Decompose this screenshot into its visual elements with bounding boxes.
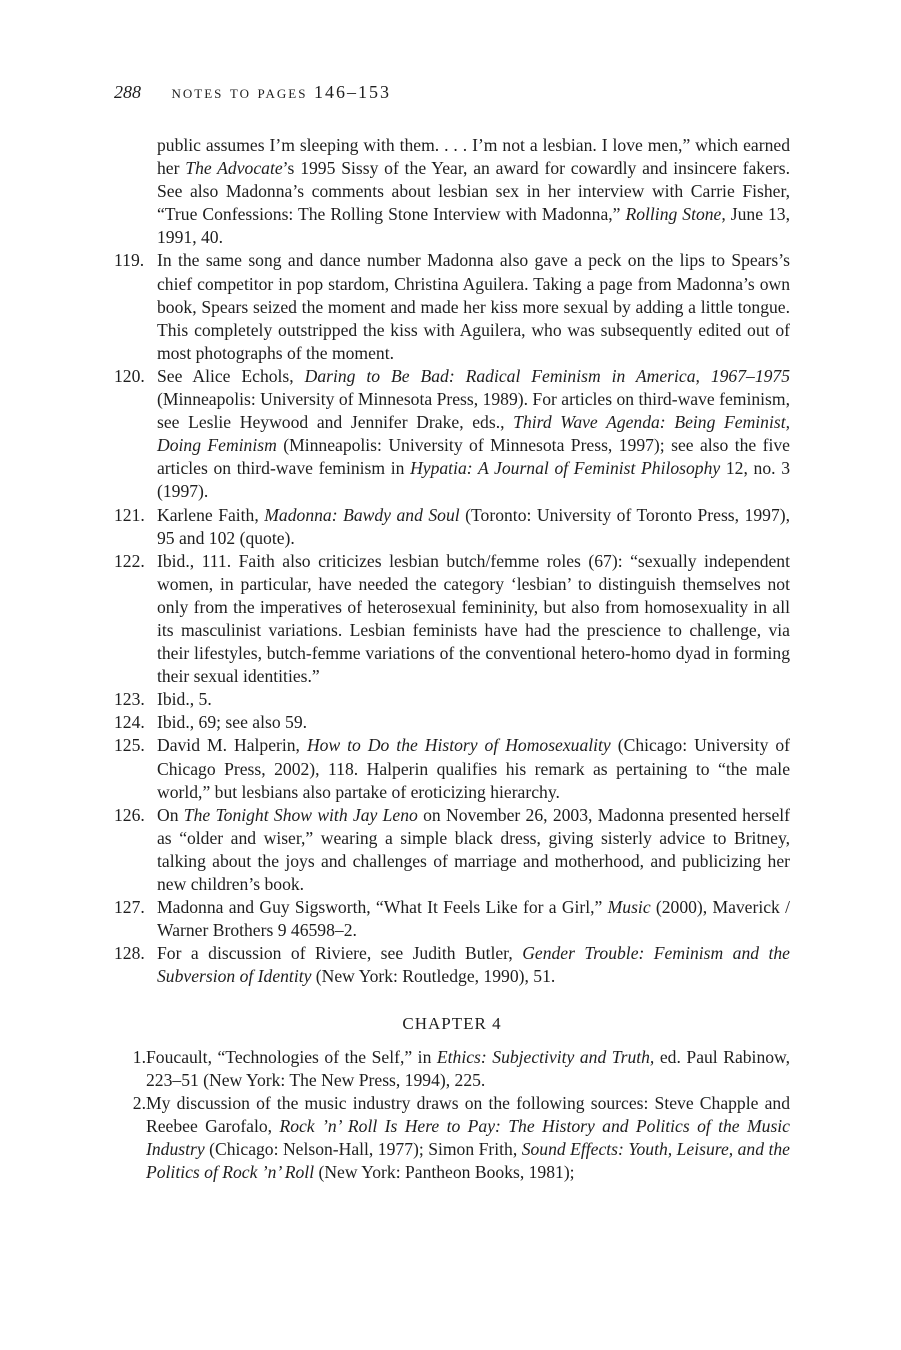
notes-list bbox=[114, 249, 790, 988]
note-text: On bbox=[157, 804, 184, 825]
note-number: 125. bbox=[114, 735, 145, 756]
note-number: 2. bbox=[132, 1092, 146, 1113]
note-item bbox=[114, 734, 790, 803]
note-number: 120. bbox=[114, 365, 145, 386]
note-text: For a discussion of Riviere, see Judith Butler, bbox=[157, 943, 523, 964]
italic-title: Madonna: Bawdy and Soul bbox=[264, 504, 460, 525]
note-text: Ibid., 5. bbox=[157, 689, 212, 710]
italic-title: Hypatia: A Journal of Feminist Philosophy bbox=[410, 458, 721, 479]
note-text: June 13, 1991, 40. bbox=[157, 204, 790, 248]
note-item bbox=[114, 688, 790, 711]
running-head-title: notes to pages 146–153 bbox=[171, 82, 391, 102]
note-body bbox=[157, 504, 790, 550]
note-text: (2000), Maverick / Warner Brothers 9 46598–2. bbox=[157, 897, 790, 941]
note-text: (Minneapolis: University of Minnesota Press, 1989). For articles on third-wave feminism, see Leslie Heywood and Jennifer Drake, eds., bbox=[157, 389, 790, 433]
note-text: (Toronto: University of Toronto Press, 1997), 95 and 102 (quote). bbox=[157, 504, 790, 548]
chapter-notes-list bbox=[114, 1046, 790, 1185]
note-number: 123. bbox=[114, 689, 145, 710]
note-body bbox=[157, 550, 790, 689]
note-body bbox=[157, 688, 790, 711]
notes-body bbox=[114, 134, 790, 1184]
note-item bbox=[114, 365, 790, 504]
italic-title: Daring to Be Bad: Radical Feminism in America, 1967–1975 bbox=[304, 365, 791, 386]
note-text: David M. Halperin, bbox=[157, 735, 307, 756]
note-text: Madonna and Guy Sigsworth, “What It Feels Like for a Girl,” bbox=[157, 897, 608, 918]
note-text: In the same song and dance number Madonna also gave a peck on the lips to Spears’s chief competitor in pop stardom, Christina Aguilera. Taking a page from Madonna’s own book, Spears seized the moment and made her kiss more sexual by adding a little tongue. This completely outstripped the kiss with Aguilera, who was subsequently edited out of most photographs of the moment. bbox=[157, 250, 790, 363]
note-item bbox=[114, 550, 790, 689]
note-item bbox=[114, 711, 790, 734]
italic-title: Third Wave Agenda: Being Feminist, Doing Feminism bbox=[157, 412, 790, 456]
note-item bbox=[114, 504, 790, 550]
note-body bbox=[157, 249, 790, 364]
note-item bbox=[114, 804, 790, 896]
italic-title: The Advocate bbox=[185, 158, 283, 179]
note-text: (Chicago: University of Chicago Press, 2002), 118. Halperin qualifies his remark as pertaining to “the male world,” but lesbians also partake of eroticizing hierarchy. bbox=[157, 735, 791, 802]
note-body bbox=[157, 942, 790, 988]
note-number: 121. bbox=[114, 504, 145, 525]
note-text: ’s 1995 Sissy of the Year, an award for cowardly and insincere fakers. See also Madonna’s comments about lesbian sex in her interview with Carrie Fisher, “True Confessions: The Rolling Stone Interview with Madonna,” bbox=[157, 158, 790, 225]
note-text: 12, no. 3 (1997). bbox=[157, 458, 790, 502]
note-text: ed. Paul Rabinow, 223–51 (New York: The New Press, 1994), 225. bbox=[146, 1046, 791, 1090]
note-body bbox=[146, 1092, 790, 1184]
note-item bbox=[114, 896, 790, 942]
italic-title: How to Do the History of Homosexuality bbox=[306, 735, 611, 756]
running-head bbox=[114, 82, 391, 103]
note-text: Foucault, “Technologies of the Self,” in bbox=[146, 1046, 437, 1067]
note-number: 128. bbox=[114, 943, 145, 964]
note-body bbox=[157, 711, 790, 734]
italic-title: Ethics: Subjectivity and Truth, bbox=[436, 1046, 655, 1067]
note-body bbox=[157, 804, 790, 896]
note-number: 122. bbox=[114, 550, 145, 571]
note-text: My discussion of the music industry draws on the following sources: Steve Chapple and Reebee Garofalo, bbox=[146, 1092, 790, 1136]
italic-title: Music bbox=[607, 897, 651, 918]
note-number: 1. bbox=[132, 1046, 146, 1067]
note-body bbox=[157, 734, 790, 803]
chapter-heading: CHAPTER 4 bbox=[402, 1014, 502, 1034]
note-text: (Chicago: Nelson-Hall, 1977); Simon Frith, bbox=[204, 1138, 522, 1159]
note-item bbox=[114, 249, 790, 364]
note-text: public assumes I’m sleeping with them. . . . I’m not a lesbian. I love men,” which earned her bbox=[157, 135, 790, 179]
note-text: Ibid., 69; see also 59. bbox=[157, 712, 308, 733]
note-item bbox=[114, 942, 790, 988]
italic-title: Sound Effects: Youth, Leisure, and the Politics of Rock ’n’ Roll bbox=[146, 1138, 790, 1183]
note-text: See Alice Echols, bbox=[157, 365, 305, 386]
note-text: (Minneapolis: University of Minnesota Press, 1997); see also the five articles on third-wave feminism in bbox=[157, 435, 790, 479]
note-text: Ibid., 111. Faith also criticizes lesbian butch/femme roles (67): “sexually independent women, in particular, have needed the category ‘lesbian’ to distinguish themselves not only from the imperatives of heterosexual femininity, but also from homosexuality in all its masculinist variations. Lesbian feminists have had the prescience to challenge, via their lifestyles, butch-femme variations of the conventional hetero-homo dyad in forming their sexual identities.” bbox=[157, 550, 790, 687]
note-body bbox=[146, 1046, 790, 1092]
note-number: 119. bbox=[114, 250, 145, 271]
note-body bbox=[157, 365, 790, 504]
note-continuation bbox=[157, 134, 790, 249]
note-text: (New York: Routledge, 1990), 51. bbox=[311, 966, 556, 987]
italic-title: Rock ’n’ Roll Is Here to Pay: The History and Politics of the Music Industry bbox=[146, 1115, 790, 1159]
note-number: 124. bbox=[114, 712, 145, 733]
italic-title: Rolling Stone, bbox=[625, 204, 726, 225]
note-body bbox=[157, 896, 790, 942]
italic-title: Gender Trouble: Feminism and the Subversion of Identity bbox=[157, 943, 790, 987]
note-text: Karlene Faith, bbox=[157, 504, 265, 525]
note-number: 127. bbox=[114, 897, 145, 918]
note-text: (New York: Pantheon Books, 1981); bbox=[314, 1162, 575, 1183]
note-text: on November 26, 2003, Madonna presented herself as “older and wiser,” wearing a simple black dress, giving sisterly advice to Britney, talking about the joys and challenges of marriage and motherhood, and publicizing her new children’s book. bbox=[157, 804, 790, 894]
note-number: 126. bbox=[114, 804, 145, 825]
note-item bbox=[114, 1046, 790, 1092]
note-item bbox=[114, 1092, 790, 1184]
italic-title: The Tonight Show with Jay Leno bbox=[183, 804, 418, 825]
page-number: 288 bbox=[114, 82, 141, 102]
